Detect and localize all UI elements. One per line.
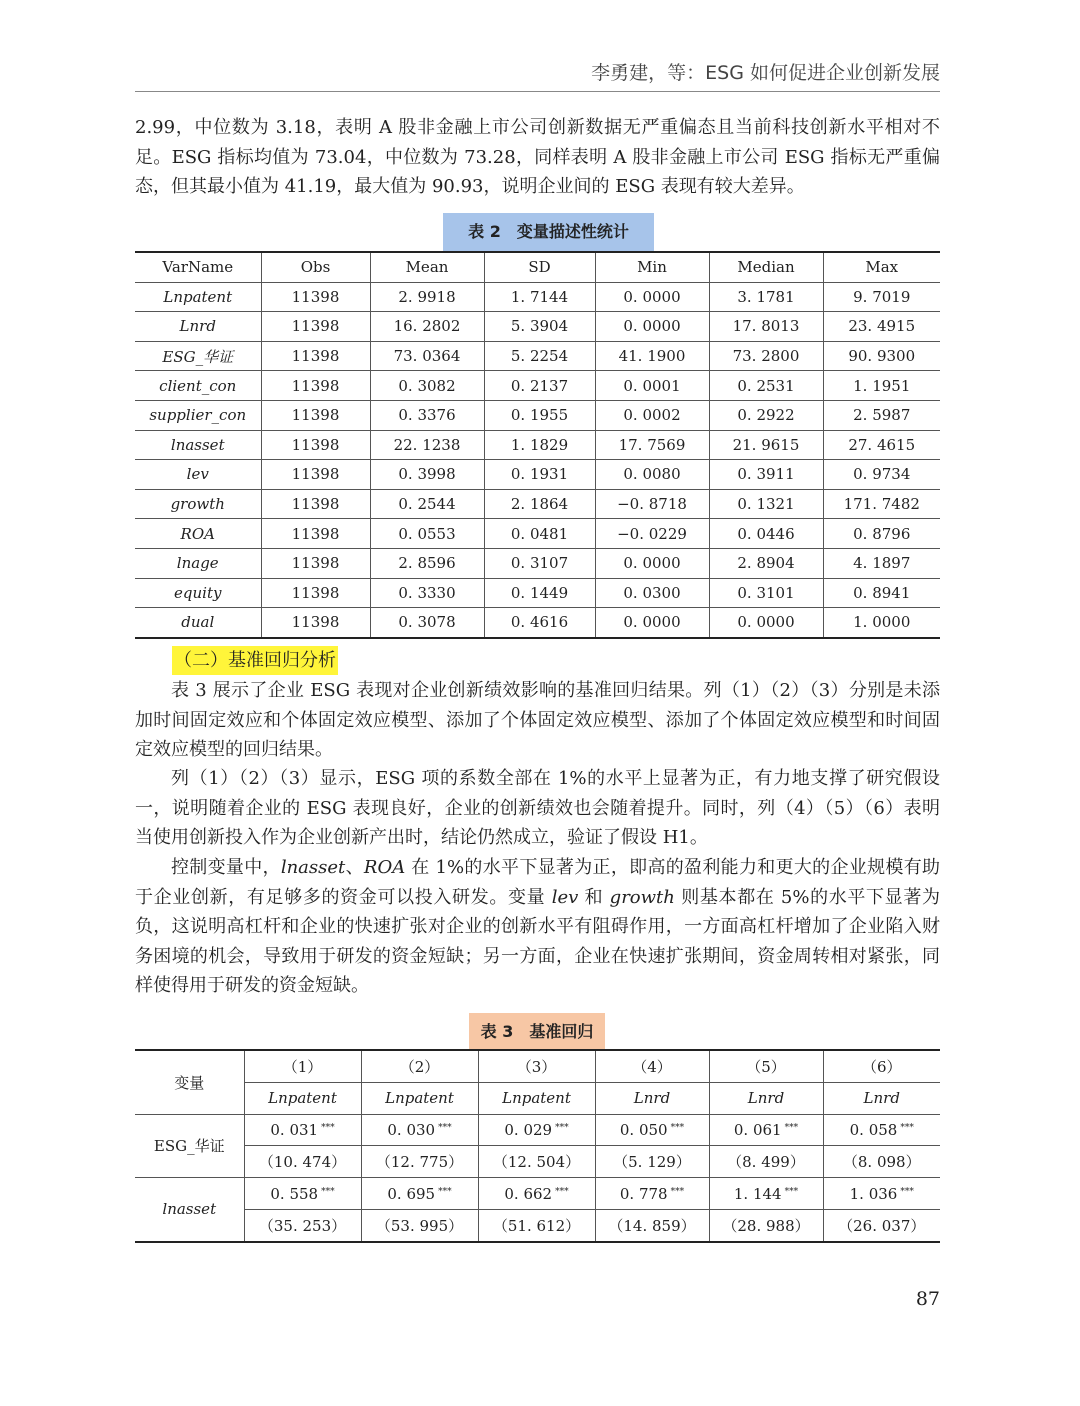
cell: 0. 0000 xyxy=(595,548,709,578)
cell: 5. 2254 xyxy=(484,341,595,371)
cell: 3. 1781 xyxy=(709,282,823,312)
significance-stars: *** xyxy=(900,1186,914,1197)
cell: 11398 xyxy=(261,608,370,638)
table-row xyxy=(135,282,940,312)
text-run: 、 xyxy=(345,857,364,878)
cell: 0. 1449 xyxy=(484,578,595,608)
cell: −0. 8718 xyxy=(595,489,709,519)
coef-cell xyxy=(709,1114,823,1146)
cell: 2. 8596 xyxy=(370,548,484,578)
var-label: 变量 xyxy=(135,1050,244,1114)
cell: 0. 2544 xyxy=(370,489,484,519)
paragraph-regression-intro: 表 3 展示了企业 ESG 表现对企业创新绩效影响的基准回归结果。列（1）（2）（3）分别是未添加时间固定效应和个体固定效应模型、添加了个体固定效应模型、添加了个体固定效应模型和时间固定效应模型的回归结果。 xyxy=(135,680,940,760)
table-row xyxy=(135,519,940,549)
cell: 0. 0000 xyxy=(595,312,709,342)
regression-table xyxy=(135,1049,940,1243)
cell: 0. 0000 xyxy=(709,608,823,638)
cell: 9. 7019 xyxy=(823,282,940,312)
depvar: Lnpatent xyxy=(478,1082,595,1114)
coef-value: 0. 058 xyxy=(849,1120,898,1139)
cell: 0. 0481 xyxy=(484,519,595,549)
cell: 2. 5987 xyxy=(823,400,940,430)
cell: 0. 0300 xyxy=(595,578,709,608)
row-varname: Lnpatent xyxy=(135,282,261,312)
cell: 0. 3998 xyxy=(370,460,484,490)
page-number: 87 xyxy=(915,1288,940,1310)
t-stat: （12. 775） xyxy=(361,1146,478,1178)
coef-value: 0. 029 xyxy=(504,1120,553,1139)
significance-stars: *** xyxy=(784,1186,799,1197)
cell: 1. 1829 xyxy=(484,430,595,460)
row-varname: ESG_华证 xyxy=(135,1114,244,1178)
t-stat: （8. 499） xyxy=(709,1146,823,1178)
table-row xyxy=(135,1209,940,1241)
cell: 11398 xyxy=(261,519,370,549)
row-varname: ROA xyxy=(135,519,261,549)
significance-stars: *** xyxy=(438,1122,452,1133)
cell: 4. 1897 xyxy=(823,548,940,578)
table-row xyxy=(135,430,940,460)
table-row xyxy=(135,1114,940,1146)
text-run: 和 xyxy=(578,886,610,908)
row-varname: supplier_con xyxy=(135,400,261,430)
cell: 5. 3904 xyxy=(484,312,595,342)
cell: 11398 xyxy=(261,460,370,490)
significance-stars: *** xyxy=(321,1122,335,1133)
coef-value: 0. 662 xyxy=(504,1184,553,1203)
cell: −0. 0229 xyxy=(595,519,709,549)
row-varname: equity xyxy=(135,578,261,608)
t-stat: （51. 612） xyxy=(478,1209,595,1241)
significance-stars: *** xyxy=(321,1186,335,1197)
table-row xyxy=(135,578,940,608)
depvar: Lnpatent xyxy=(361,1082,478,1114)
coef-value: 0. 695 xyxy=(387,1184,436,1203)
var-lnasset: lnasset xyxy=(280,857,346,878)
cell: 2. 8904 xyxy=(709,548,823,578)
coef-value: 0. 778 xyxy=(619,1184,668,1203)
cell: 0. 0080 xyxy=(595,460,709,490)
cell: 0. 9734 xyxy=(823,460,940,490)
table2-header-row xyxy=(135,252,940,282)
table2-caption: 表 2 变量描述性统计 xyxy=(443,213,654,251)
coef-cell xyxy=(361,1114,478,1146)
table-row xyxy=(135,608,940,638)
cell: 73. 0364 xyxy=(370,341,484,371)
coef-cell xyxy=(595,1114,709,1146)
column-number: （3） xyxy=(478,1050,595,1082)
t-stat: （8. 098） xyxy=(823,1146,940,1178)
coef-value: 0. 061 xyxy=(733,1120,782,1139)
row-varname: lnage xyxy=(135,548,261,578)
cell: 11398 xyxy=(261,548,370,578)
cell: 0. 3330 xyxy=(370,578,484,608)
coef-value: 1. 144 xyxy=(733,1184,782,1203)
cell: 1. 0000 xyxy=(853,613,911,632)
table-row xyxy=(135,548,940,578)
depvar: Lnpatent xyxy=(244,1082,361,1114)
cell: 0. 2531 xyxy=(709,371,823,401)
significance-stars: *** xyxy=(900,1122,914,1133)
cell: 0. 3107 xyxy=(484,548,595,578)
header-max: Max xyxy=(823,252,940,282)
coef-value: 1. 036 xyxy=(849,1184,898,1203)
cell: 11398 xyxy=(261,341,370,371)
cell: 0. 1321 xyxy=(709,489,823,519)
cell: 0. 3376 xyxy=(370,400,484,430)
header-min: Min xyxy=(595,252,709,282)
cell: 90. 9300 xyxy=(823,341,940,371)
row-varname: ESG_华证 xyxy=(135,341,261,371)
cell: 0. 0002 xyxy=(595,400,709,430)
cell: 0. 0000 xyxy=(595,608,709,638)
row-varname: lnasset xyxy=(135,430,261,460)
cell: 0. 2922 xyxy=(709,400,823,430)
cell: 0. 1955 xyxy=(484,400,595,430)
section-heading: （二）基准回归分析 xyxy=(172,646,338,675)
cell: 73. 2800 xyxy=(709,341,823,371)
t-stat: （28. 988） xyxy=(709,1209,823,1241)
cell: 0. 8941 xyxy=(823,578,940,608)
cell: 0. 1931 xyxy=(484,460,595,490)
cell: 0. 2137 xyxy=(484,371,595,401)
coef-cell xyxy=(823,1178,940,1210)
table-row xyxy=(135,400,940,430)
text-run: 控制变量中， xyxy=(171,857,281,878)
paragraph-control-variables xyxy=(135,853,940,1001)
coef-cell xyxy=(823,1114,940,1146)
cell: 11398 xyxy=(261,430,370,460)
significance-stars: *** xyxy=(555,1122,569,1133)
table-row xyxy=(135,460,940,490)
coef-cell xyxy=(595,1178,709,1210)
table3-caption: 表 3 基准回归 xyxy=(469,1013,605,1051)
cell: 16. 2802 xyxy=(370,312,484,342)
var-growth: growth xyxy=(609,886,675,908)
cell: 0. 3911 xyxy=(709,460,823,490)
cell: 171. 7482 xyxy=(823,489,940,519)
cell: 11398 xyxy=(261,578,370,608)
row-varname: Lnrd xyxy=(135,312,261,342)
coef-cell xyxy=(244,1178,361,1210)
significance-stars: *** xyxy=(670,1122,685,1133)
cell: 11398 xyxy=(261,489,370,519)
table3-column-row xyxy=(135,1050,940,1082)
depvar: Lnrd xyxy=(823,1082,940,1114)
depvar: Lnrd xyxy=(595,1082,709,1114)
table-row xyxy=(135,1146,940,1178)
intro-paragraph: 2.99，中位数为 3.18，表明 A 股非金融上市公司创新数据无严重偏态且当前科技创新水平相对不足。ESG 指标均值为 73.04，中位数为 73.28，同样表明 A 股非金融上市公司 ESG 指标无严重偏态，但其最小值为 41.19，最大值为 90.93，说明企业间的 ESG 表现有较大差异。 xyxy=(135,117,940,197)
coef-cell xyxy=(478,1178,595,1210)
cell: 1. 7144 xyxy=(484,282,595,312)
cell: 0. 3078 xyxy=(370,608,484,638)
column-number: （6） xyxy=(823,1050,940,1082)
significance-stars: *** xyxy=(555,1186,569,1197)
coef-cell xyxy=(244,1114,361,1146)
table-row xyxy=(135,1178,940,1210)
cell: 0. 3082 xyxy=(370,371,484,401)
cell: 0. 0553 xyxy=(370,519,484,549)
t-stat: （5. 129） xyxy=(595,1146,709,1178)
coef-cell xyxy=(478,1114,595,1146)
column-number: （1） xyxy=(244,1050,361,1082)
significance-stars: *** xyxy=(438,1186,452,1197)
cell: 2. 9918 xyxy=(370,282,484,312)
header-varname: VarName xyxy=(135,252,261,282)
t-stat: （12. 504） xyxy=(478,1146,595,1178)
column-number: （5） xyxy=(709,1050,823,1082)
cell: 17. 7569 xyxy=(595,430,709,460)
cell: 11398 xyxy=(261,400,370,430)
t-stat: （53. 995） xyxy=(361,1209,478,1241)
cell: 11398 xyxy=(261,312,370,342)
cell: 11398 xyxy=(261,371,370,401)
cell: 2. 1864 xyxy=(484,489,595,519)
table-row xyxy=(135,489,940,519)
running-header: 李勇建，等：ESG 如何促进企业创新发展 xyxy=(591,62,940,84)
table-row xyxy=(135,371,940,401)
column-number: （2） xyxy=(361,1050,478,1082)
coef-value: 0. 031 xyxy=(270,1120,319,1139)
cell: 0. 8796 xyxy=(823,519,940,549)
significance-stars: *** xyxy=(670,1186,685,1197)
depvar: Lnrd xyxy=(709,1082,823,1114)
cell: 17. 8013 xyxy=(709,312,823,342)
row-varname: client_con xyxy=(135,371,261,401)
table-row xyxy=(135,312,940,342)
cell: 1. 1951 xyxy=(823,371,940,401)
coef-cell xyxy=(361,1178,478,1210)
t-stat: （10. 474） xyxy=(244,1146,361,1178)
cell: 0. 4616 xyxy=(484,608,595,638)
text-run: 在 1%的水平下显著为正，即高的盈利能力和更大的企业规模有助于企业创新，有足够多的资金可以投入研发。变量 xyxy=(135,857,941,908)
header-sd: SD xyxy=(484,252,595,282)
row-varname: dual xyxy=(135,608,261,638)
paragraph-esg-results: 列（1）（2）（3）显示，ESG 项的系数全部在 1%的水平上显著为正，有力地支撑了研究假设一，说明随着企业的 ESG 表现良好，企业的创新绩效也会随着提升。同时，列（4）（5）（6）表明当使用创新投入作为企业创新产出时，结论仍然成立，验证了假设 H1。 xyxy=(135,768,940,848)
row-varname: growth xyxy=(135,489,261,519)
cell: 0. 3101 xyxy=(709,578,823,608)
cell: 41. 1900 xyxy=(595,341,709,371)
row-varname: lnasset xyxy=(135,1178,244,1242)
cell: 27. 4615 xyxy=(823,430,940,460)
column-number: （4） xyxy=(595,1050,709,1082)
coef-cell xyxy=(709,1178,823,1210)
coef-value: 0. 030 xyxy=(387,1120,436,1139)
cell: 23. 4915 xyxy=(823,312,940,342)
row-varname: lev xyxy=(135,460,261,490)
header-obs: Obs xyxy=(261,252,370,282)
cell: 0. 0000 xyxy=(595,282,709,312)
coef-value: 0. 050 xyxy=(619,1120,668,1139)
header-median: Median xyxy=(709,252,823,282)
cell: 11398 xyxy=(261,282,370,312)
cell: 21. 9615 xyxy=(709,430,823,460)
significance-stars: *** xyxy=(784,1122,799,1133)
t-stat: （26. 037） xyxy=(838,1216,926,1235)
var-roa: ROA xyxy=(363,857,406,878)
coef-value: 0. 558 xyxy=(270,1184,319,1203)
text-run: 则基本都在 5%的水平下显著为负，这说明高杠杆和企业的快速扩张对企业的创新水平有阻碍作用，一方面高杠杆增加了企业陷入财务困境的机会，导致用于研发的资金短缺；另一方面，企业在快速扩张期间，资金周转相对紧张，同样使得用于研发的资金短缺。 xyxy=(135,886,940,996)
t-stat: （14. 859） xyxy=(595,1209,709,1241)
cell: 0. 0446 xyxy=(709,519,823,549)
descriptive-stats-table xyxy=(135,251,940,639)
cell: 0. 0001 xyxy=(595,371,709,401)
header-mean: Mean xyxy=(370,252,484,282)
t-stat: （35. 253） xyxy=(244,1209,361,1241)
table3-depvar-row xyxy=(135,1082,940,1114)
header-rule xyxy=(135,91,940,92)
var-lev: lev xyxy=(551,886,579,908)
cell: 22. 1238 xyxy=(370,430,484,460)
table-row xyxy=(135,341,940,371)
